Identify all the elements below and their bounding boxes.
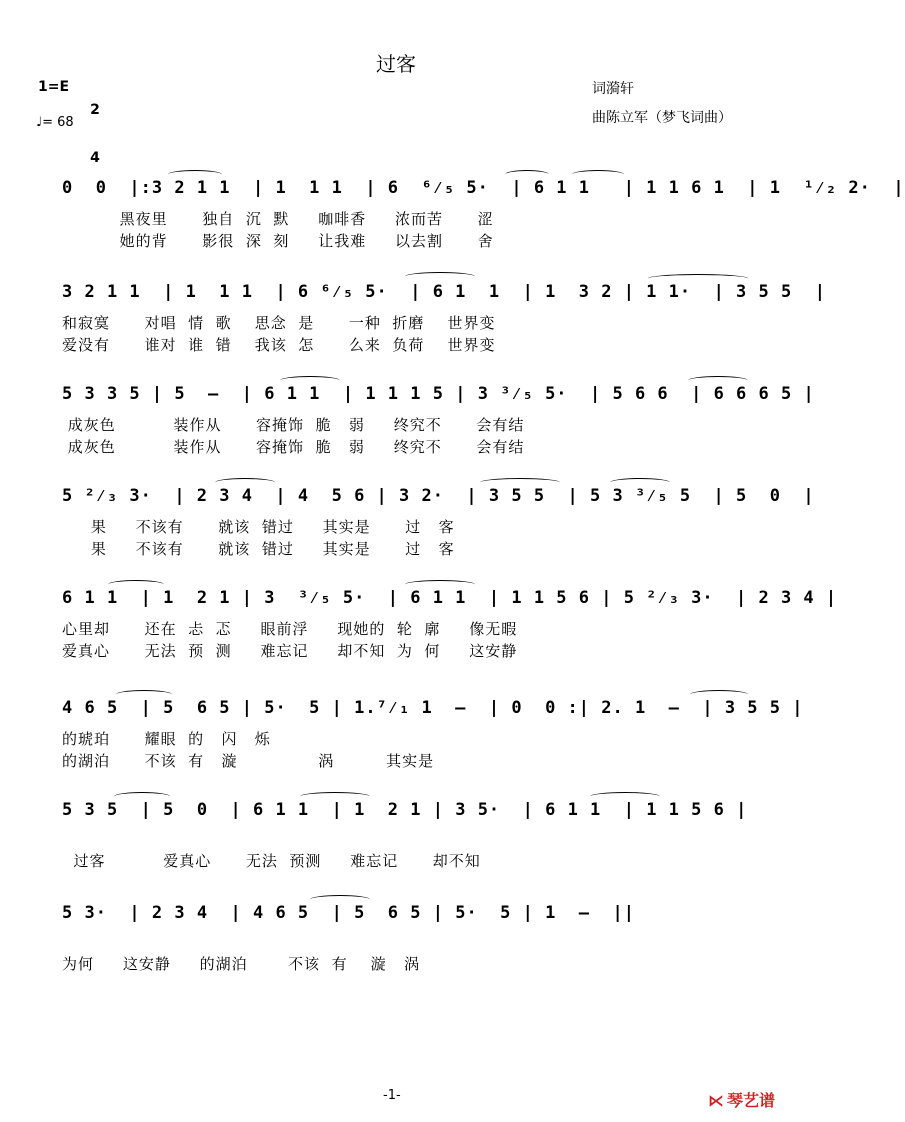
score-line-8 <box>0 903 793 1033</box>
tempo-marking: ♩= 68 <box>36 115 74 130</box>
notation: 4 6 5 | 5 6 5 | 5· 5 | 1.⁷⁄₁ 1 – | 0 0 :| 2. 1 – | 3 5 5 | <box>62 698 804 718</box>
lyrics-verse-1: 成灰色 装作从 容掩饰 脆 弱 终究不 会有结 <box>62 416 525 434</box>
logo-icon: ⋉ <box>708 1091 724 1110</box>
slur-mark <box>572 170 624 179</box>
time-signature-top: 2 <box>90 102 100 118</box>
notation: 6 1 1 | 1 2 1 | 3 ³⁄₅ 5· | 6 1 1 | 1 1 5 6 | 5 ²⁄₃ 3· | 2 3 4 | <box>62 588 838 608</box>
slur-mark <box>590 792 660 801</box>
lyrics-verse-1: 心里却 还在 忐 忑 眼前浮 现她的 轮 廓 像无暇 <box>62 620 518 638</box>
slur-mark <box>688 376 748 385</box>
lyrics-verse-2: 爱真心 无法 预 测 难忘记 却不知 为 何 这安静 <box>62 642 518 660</box>
notation: 5 3· | 2 3 4 | 4 6 5 | 5 6 5 | 5· 5 | 1 – || <box>62 903 635 923</box>
notation: 5 ²⁄₃ 3· | 2 3 4 | 4 5 6 | 3 2· | 3 5 5 | 5 3 ³⁄₅ 5 | 5 0 | <box>62 486 815 506</box>
slur-mark <box>116 690 172 699</box>
lyrics-verse-1: 黑夜里 独自 沉 默 咖啡香 浓而苦 涩 <box>62 210 494 228</box>
lyrics-verse-2: 爱没有 谁对 谁 错 我该 怎 么来 负荷 世界变 <box>62 336 496 354</box>
slur-mark <box>648 274 748 283</box>
lyrics-verse-1: 过客 爱真心 无法 预测 难忘记 却不知 <box>62 852 481 870</box>
slur-mark <box>215 478 275 487</box>
lyrics-verse-1: 果 不该有 就该 错过 其实是 过 客 <box>62 518 455 536</box>
time-signature-bottom: 4 <box>90 150 100 166</box>
lyricist-credit: 词漪轩 <box>592 81 634 97</box>
key-signature: 1=E <box>38 79 70 95</box>
slur-mark <box>280 376 340 385</box>
slur-mark <box>168 170 222 179</box>
slur-mark <box>405 272 475 281</box>
site-logo <box>708 1088 775 1111</box>
notation: 5 3 5 | 5 0 | 6 1 1 | 1 2 1 | 3 5· | 6 1 1 | 1 1 5 6 | <box>62 800 748 820</box>
slur-mark <box>505 170 549 179</box>
lyrics-verse-1: 为何 这安静 的湖泊 不该 有 漩 涡 <box>62 955 420 973</box>
notation: 3 2 1 1 | 1 1 1 | 6 ⁶⁄₅ 5· | 6 1 1 | 1 3 2 | 1 1· | 3 5 5 | <box>62 282 826 302</box>
time-signature <box>88 70 102 182</box>
slur-mark <box>480 478 560 487</box>
song-title: 过客 <box>376 52 416 76</box>
slur-mark <box>405 580 475 589</box>
slur-mark <box>610 478 670 487</box>
slur-mark <box>310 895 370 904</box>
lyrics-verse-1: 和寂寞 对唱 情 歌 思念 是 一种 折磨 世界变 <box>62 314 496 332</box>
logo-text: 琴艺谱 <box>727 1091 776 1110</box>
lyrics-verse-2: 她的背 影很 深 刻 让我难 以去割 舍 <box>62 232 494 250</box>
page-number: -1- <box>383 1088 401 1103</box>
lyrics-verse-2: 果 不该有 就该 错过 其实是 过 客 <box>62 540 455 558</box>
slur-mark <box>300 792 370 801</box>
lyrics-verse-1: 的琥珀 耀眼 的 闪 烁 <box>62 730 271 748</box>
composer-credit: 曲陈立军（梦飞词曲） <box>592 110 732 126</box>
slur-mark <box>690 690 748 699</box>
notation: 5 3 3 5 | 5 – | 6 1 1 | 1 1 1 5 | 3 ³⁄₅ 5· | 5 6 6 | 6 6 6 5 | <box>62 384 815 404</box>
slur-mark <box>114 792 170 801</box>
lyrics-verse-2: 的湖泊 不该 有 漩 涡 其实是 <box>62 752 435 770</box>
lyrics-verse-2: 成灰色 装作从 容掩饰 脆 弱 终究不 会有结 <box>62 438 525 456</box>
slur-mark <box>108 580 164 589</box>
notation: 0 0 |:3 2 1 1 | 1 1 1 | 6 ⁶⁄₅ 5· | 6 1 1 | 1 1 6 1 | 1 ¹⁄₂ 2· | <box>62 178 905 198</box>
